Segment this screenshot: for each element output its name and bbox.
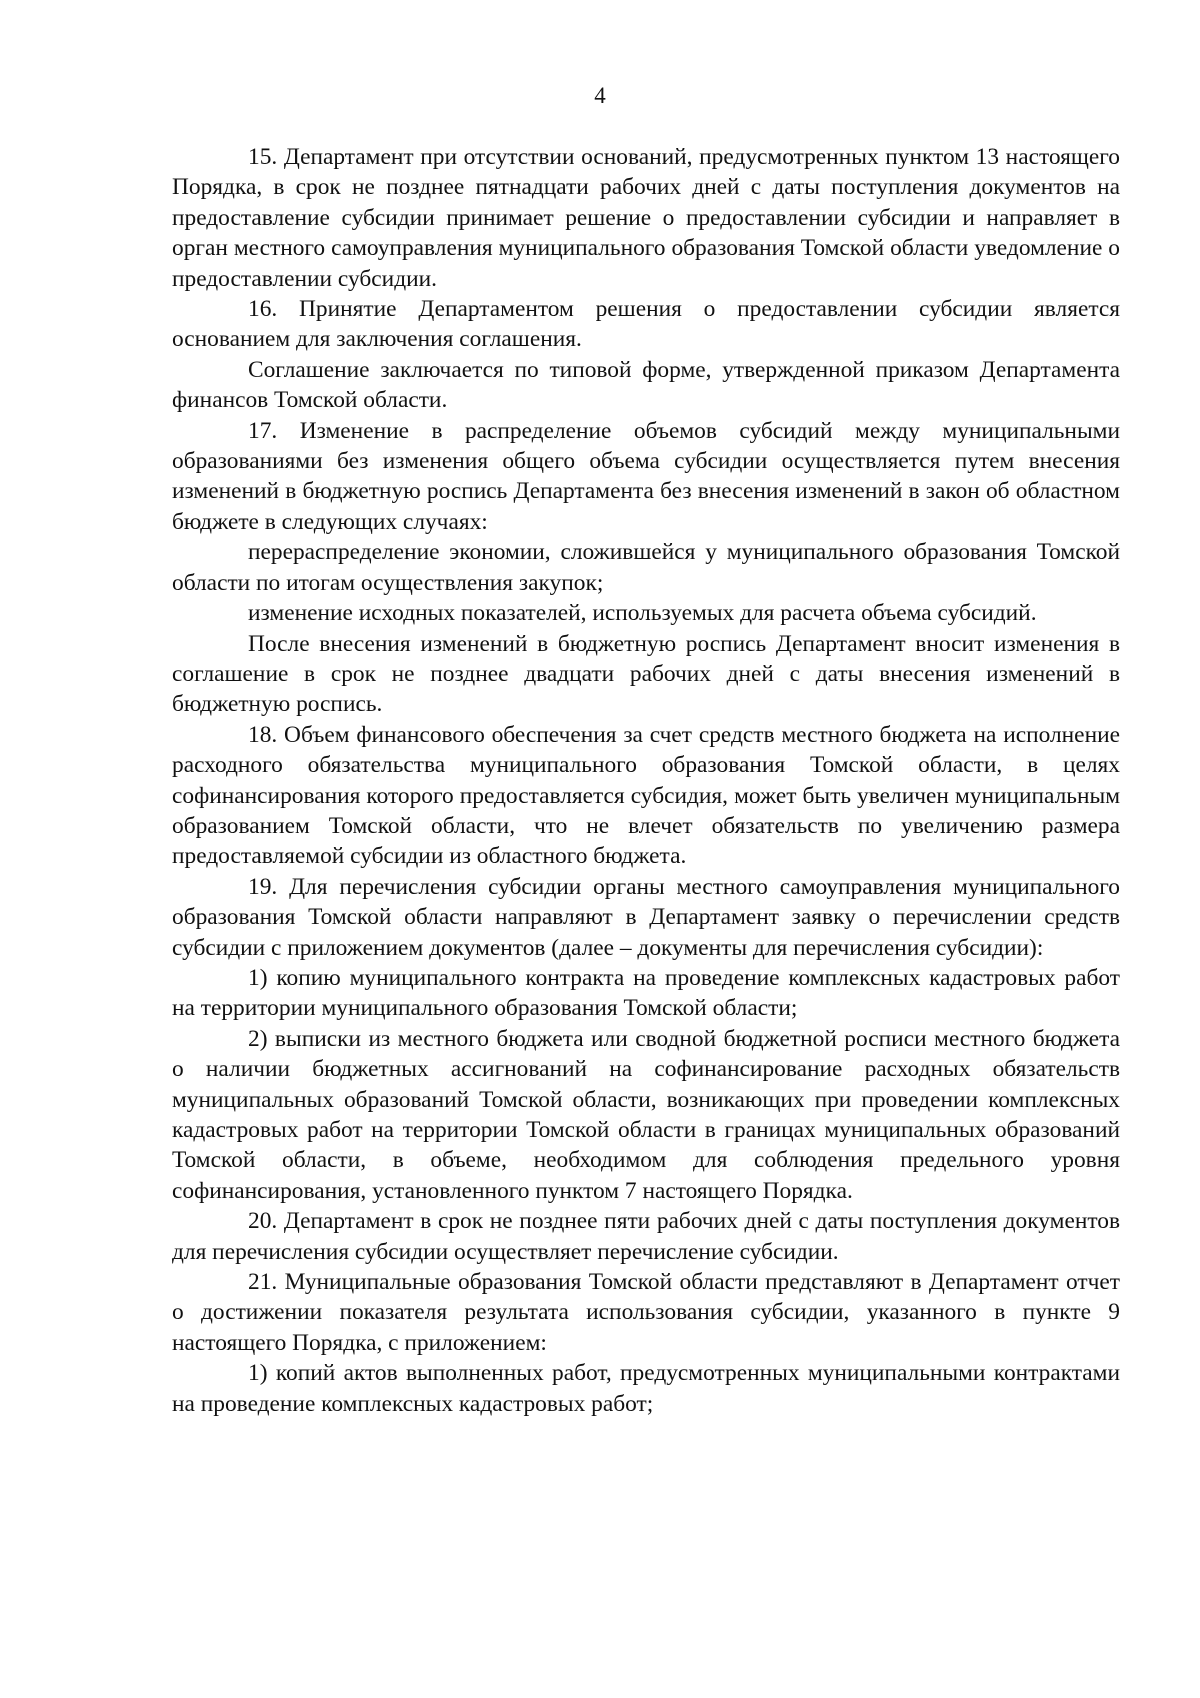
paragraph-17-after: После внесения изменений в бюджетную роспись Департамент вносит изменения в соглашение в срок не позднее двадцати рабочих дней с даты внесения изменений в бюджетную роспись. (172, 630, 1120, 718)
paragraph-16-agreement: Соглашение заключается по типовой форме, утвержденной приказом Департамента финансов Томской области. (172, 356, 1120, 414)
paragraph-17-case-1: перераспределение экономии, сложившейся у муниципального образования Томской области по итогам осуществления закупок; (172, 539, 1120, 596)
paragraph-19: 19. Для перечисления субсидии органы местного самоуправления муниципального образования Томской области направляют в Департамент заявку о перечислении средств субсидии с приложением документов (далее – документы для перечисления субсидии): (172, 873, 1120, 961)
paragraph-21: 21. Муниципальные образования Томской области представляют в Департамент отчет о достижении показателя результата использования субсидии, указанного в пункте 9 настоящего Порядка, с приложением: (172, 1269, 1120, 1356)
paragraph-19-item-1: 1) копию муниципального контракта на проведение комплексных кадастровых работ на территории муниципального образования Томской области; (172, 964, 1120, 1022)
paragraph-17-case-2: изменение исходных показателей, используемых для расчета объема субсидий. (248, 600, 1037, 627)
paragraph-21-item-1: 1) копий актов выполненных работ, предусмотренных муниципальными контрактами на проведение комплексных кадастровых работ; (172, 1360, 1120, 1417)
paragraph-18: 18. Объем финансового обеспечения за счет средств местного бюджета на исполнение расходного обязательства муниципального образования Томской области, в целях софинансирования которого предоставляется субсидия, может быть увеличен муниципальным образованием Томской области, что не влечет обязательств по увеличению размера предоставляемой субсидии из областного бюджета. (172, 721, 1120, 870)
document-body (172, 142, 1120, 1419)
paragraph-19-item-2: 2) выписки из местного бюджета или сводной бюджетной росписи местного бюджета о наличии бюджетных ассигнований на софинансирование расходных обязательств муниципальных образований Томской области, возникающих при проведении комплексных кадастровых работ на территории Томской области в границах муниципальных образований Томской области, в объеме, необходимом для соблюдения предельного уровня софинансирования, установленного пунктом 7 настоящего Порядка. (172, 1025, 1120, 1204)
paragraph-17: 17. Изменение в распределение объемов субсидий между муниципальными образованиями без изменения общего объема субсидии осуществляется путем внесения изменений в бюджетную роспись Департамента без внесения изменений в закон об областном бюджете в следующих случаях: (172, 417, 1120, 535)
paragraph-20: 20. Департамент в срок не позднее пяти рабочих дней с даты поступления документов для перечисления субсидии осуществляет перечисление субсидии. (172, 1208, 1120, 1265)
paragraph-16: 16. Принятие Департаментом решения о предоставлении субсидии является основанием для заключения соглашения. (172, 296, 1120, 353)
page-number: 4 (594, 83, 606, 108)
paragraph-15: 15. Департамент при отсутствии оснований, предусмотренных пунктом 13 настоящего Порядка, в срок не позднее пятнадцати рабочих дней с даты поступления документов на предоставление субсидии принимает решение о предоставлении субсидии и направляет в орган местного самоуправления муниципального образования Томской области уведомление о предоставлении субсидии. (172, 144, 1120, 292)
